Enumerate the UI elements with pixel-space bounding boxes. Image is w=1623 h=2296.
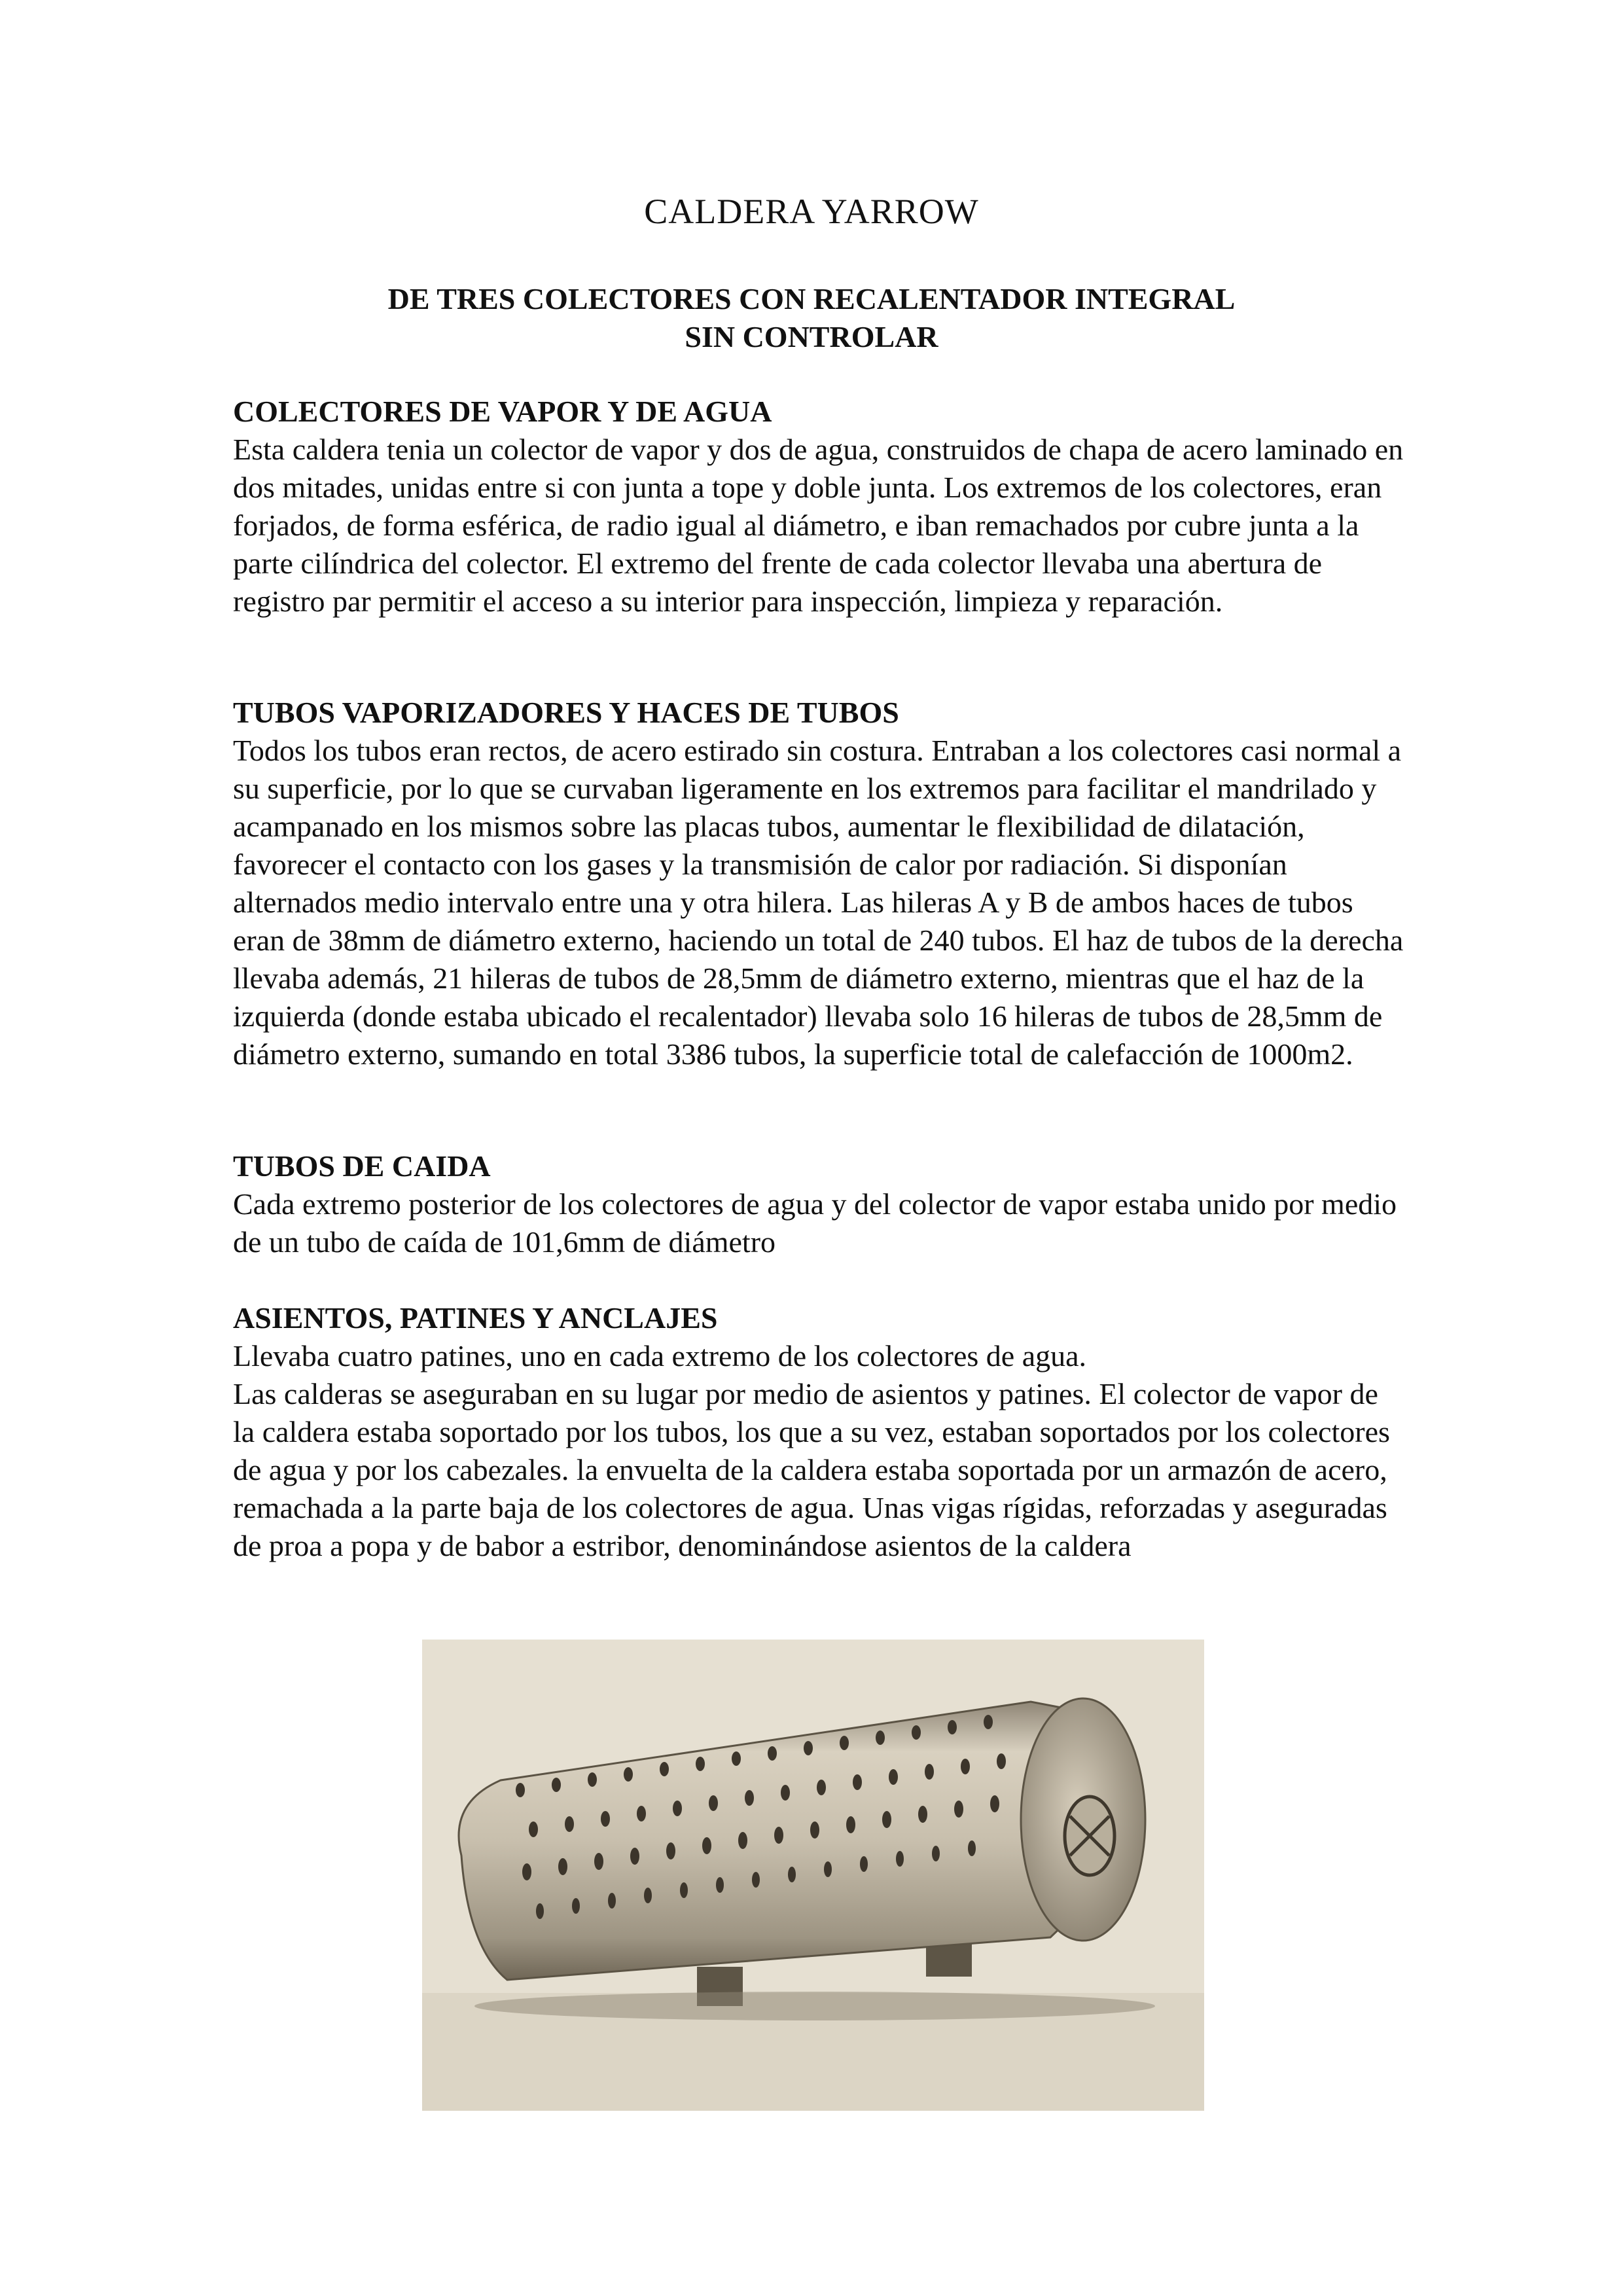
paragraph: Llevaba cuatro patines, uno en cada extremo de los colectores de agua. — [233, 1339, 1087, 1372]
paragraph: Cada extremo posterior de los colectores de agua y del colector de vapor estaba unido por medio de un tubo de caída de 101,6mm de diámetro — [233, 1187, 1397, 1259]
subtitle-line-2: SIN CONTROLAR — [685, 320, 938, 353]
paragraph: Esta caldera tenia un colector de vapor y dos de agua, construidos de chapa de acero laminado en dos mitades, unidas entre si con junta a tope y doble junta. Los extremos de los colectores, eran forjados, de forma esférica, de radio igual al diámetro, e iban remachados por cubre junta a la parte cilíndrica del colector. El extremo del frente de cada colector llevaba una abertura de registro par permitir el acceso a su interior para inspección, limpieza y reparación. — [233, 433, 1404, 618]
paragraph: Las calderas se aseguraban en su lugar por medio de asientos y patines. El colector de vapor de la caldera estaba soportado por los tubos, los que a su vez, estaban soportados por los colectores de agua y por los cabezales. la envuelta de la caldera estaba soportada por un armazón de acero, remachada a la parte baja de los colectores de agua. Unas vigas rígidas, reforzadas y aseguradas de proa a popa y de babor a estribor, denominándose asientos de la caldera — [233, 1377, 1390, 1562]
page-title: CALDERA YARROW — [644, 192, 979, 231]
section-heading: TUBOS VAPORIZADORES Y HACES DE TUBOS — [233, 696, 899, 729]
section-asientos — [233, 1299, 1404, 1565]
subtitle-line-1: DE TRES COLECTORES CON RECALENTADOR INTEGRAL — [387, 282, 1236, 315]
section-heading: ASIENTOS, PATINES Y ANCLAJES — [233, 1301, 718, 1335]
section-heading: COLECTORES DE VAPOR Y DE AGUA — [233, 395, 772, 428]
section-body — [233, 732, 1404, 1073]
section-body — [233, 1337, 1404, 1565]
section-heading: TUBOS DE CAIDA — [233, 1149, 491, 1183]
boiler-drum-illustration — [422, 1640, 1204, 2111]
section-tubos-de-caida — [233, 1147, 1404, 1261]
boiler-drum-photo — [422, 1640, 1204, 2111]
section-tubos-vaporizadores — [233, 694, 1404, 1073]
drum-shadow — [474, 1992, 1155, 2020]
paragraph: Todos los tubos eran rectos, de acero estirado sin costura. Entraban a los colectores casi normal a su superficie, por lo que se curvaban ligeramente en los extremos para facilitar el mandrilado y acampanado en los mismos sobre las placas tubos, aumentar le flexibilidad de dilatación, favorecer el contacto con los gases y la transmisión de calor por radiación. Si disponían alternados medio intervalo entre una y otra hilera. Las hileras A y B de ambos haces de tubos eran de 38mm de diámetro externo, haciendo un total de 240 tubos. El haz de tubos de la derecha llevaba además, 21 hileras de tubos de 28,5mm de diámetro externo, mientras que el haz de la izquierda (donde estaba ubicado el recalentador) llevaba solo 16 hileras de tubos de 28,5mm de diámetro externo, sumando en total 3386 tubos, la superficie total de calefacción de 1000m2. — [233, 734, 1404, 1071]
section-body — [233, 431, 1404, 620]
page-subtitle — [0, 280, 1623, 356]
section-colectores — [233, 393, 1404, 620]
section-body — [233, 1185, 1404, 1261]
